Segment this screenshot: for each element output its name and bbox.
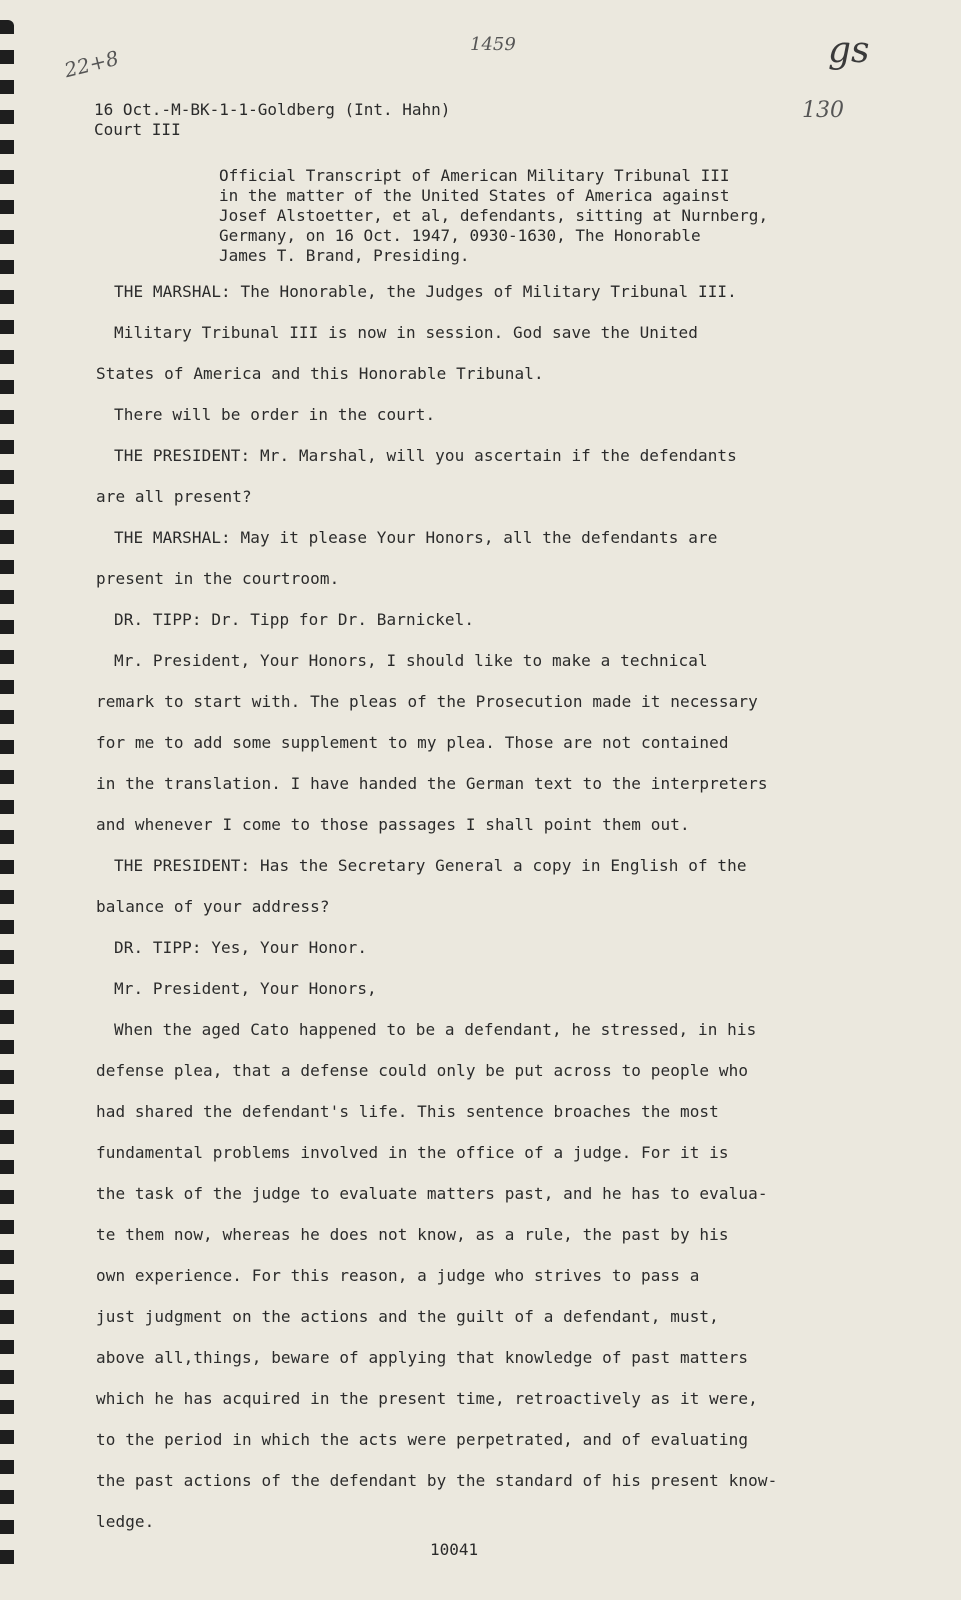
body-line: THE MARSHAL: The Honorable, the Judges of Military Tribunal III. <box>114 282 737 301</box>
document-header <box>94 100 450 140</box>
body-line: States of America and this Honorable Tribunal. <box>96 364 544 383</box>
body-line: defense plea, that a defense could only be put across to people who <box>96 1061 749 1080</box>
body-line: fundamental problems involved in the office of a judge. For it is <box>96 1143 729 1162</box>
body-line: THE PRESIDENT: Mr. Marshal, will you ascertain if the defendants <box>114 446 737 465</box>
body-line: to the period in which the acts were perpetrated, and of evaluating <box>96 1430 749 1449</box>
body-line: balance of your address? <box>96 897 330 916</box>
header-line-court: Court III <box>94 120 181 139</box>
caption-line: Official Transcript of American Military Tribunal III <box>219 166 730 185</box>
body-line: Mr. President, Your Honors, <box>114 979 377 998</box>
body-line: THE PRESIDENT: Has the Secretary General a copy in English of the <box>114 856 747 875</box>
body-line: just judgment on the actions and the guilt of a defendant, must, <box>96 1307 719 1326</box>
handwritten-note-top-center: 1459 <box>470 34 516 55</box>
binder-holes <box>0 20 14 1580</box>
body-line: for me to add some supplement to my plea. Those are not contained <box>96 733 729 752</box>
body-line: the task of the judge to evaluate matters past, and he has to evalua- <box>96 1184 768 1203</box>
body-line: the past actions of the defendant by the standard of his present know- <box>96 1471 778 1490</box>
caption-line: James T. Brand, Presiding. <box>219 246 470 265</box>
handwritten-note-top-right: gs <box>828 30 870 71</box>
body-line: above all,things, beware of applying that knowledge of past matters <box>96 1348 749 1367</box>
body-line: DR. TIPP: Yes, Your Honor. <box>114 938 368 957</box>
body-line: had shared the defendant's life. This sentence broaches the most <box>96 1102 719 1121</box>
handwritten-page-ref: 130 <box>802 98 844 123</box>
body-line: own experience. For this reason, a judge who strives to pass a <box>96 1266 700 1285</box>
body-line: present in the courtroom. <box>96 569 340 588</box>
page-number: 10041 <box>430 1540 479 1559</box>
body-line: remark to start with. The pleas of the Prosecution made it necessary <box>96 692 758 711</box>
header-line-session: 16 Oct.-M-BK-1-1-Goldberg (Int. Hahn) <box>94 100 451 119</box>
body-line: There will be order in the court. <box>114 405 436 424</box>
body-line: in the translation. I have handed the German text to the interpreters <box>96 774 768 793</box>
body-line: ledge. <box>96 1512 155 1531</box>
caption-line: Josef Alstoetter, et al, defendants, sitting at Nurnberg, <box>219 206 769 225</box>
body-line: te them now, whereas he does not know, as a rule, the past by his <box>96 1225 729 1244</box>
body-line: are all present? <box>96 487 252 506</box>
body-line: Military Tribunal III is now in session. God save the United <box>114 323 698 342</box>
handwritten-note-top-left: 22+8 <box>61 45 122 83</box>
caption-line: Germany, on 16 Oct. 1947, 0930-1630, The Honorable <box>219 226 701 245</box>
transcript-caption <box>219 166 768 266</box>
body-line: and whenever I come to those passages I shall point them out. <box>96 815 690 834</box>
body-line: When the aged Cato happened to be a defendant, he stressed, in his <box>114 1020 757 1039</box>
body-line: Mr. President, Your Honors, I should like to make a technical <box>114 651 708 670</box>
body-line: DR. TIPP: Dr. Tipp for Dr. Barnickel. <box>114 610 475 629</box>
caption-line: in the matter of the United States of America against <box>219 186 730 205</box>
body-line: which he has acquired in the present time, retroactively as it were, <box>96 1389 758 1408</box>
body-line: THE MARSHAL: May it please Your Honors, all the defendants are <box>114 528 718 547</box>
